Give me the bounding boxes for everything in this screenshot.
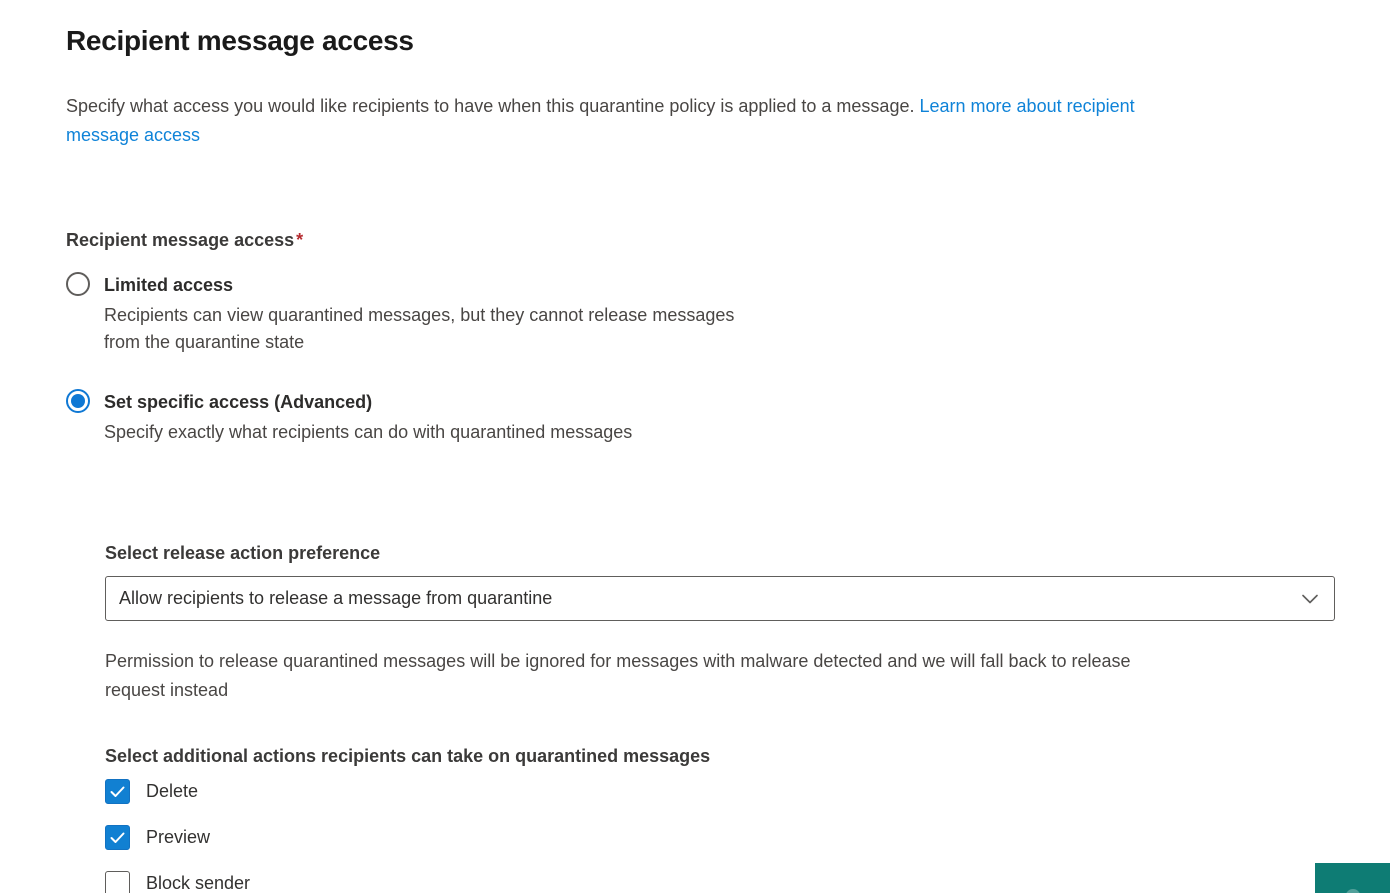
checkbox-unchecked-icon[interactable]	[105, 871, 130, 893]
check-icon	[110, 786, 125, 798]
radio-option-description: Recipients can view quarantined messages, but they cannot release messages from the quarantine state	[104, 305, 735, 352]
radio-unselected-icon[interactable]	[66, 272, 90, 296]
radio-option-limited-access[interactable]	[66, 272, 1335, 356]
field-label-text: Recipient message access	[66, 230, 295, 250]
intro-paragraph	[66, 92, 1335, 150]
chevron-down-icon	[1302, 594, 1318, 604]
radio-option-description: Specify exactly what recipients can do with quarantined messages	[104, 422, 633, 442]
radio-option-content	[104, 389, 632, 446]
checkbox-row-preview[interactable]	[105, 825, 1335, 850]
radio-selected-icon[interactable]	[66, 389, 90, 413]
checkbox-checked-icon[interactable]	[105, 779, 130, 804]
page-title: Recipient message access	[66, 25, 414, 56]
radio-option-set-specific-access[interactable]	[66, 389, 1335, 446]
checkbox-label[interactable]: Delete	[146, 781, 199, 801]
additional-actions-label: Select additional actions recipients can take on quarantined messages	[105, 746, 711, 766]
radio-option-label[interactable]: Limited access	[104, 275, 234, 295]
advanced-access-section	[105, 543, 1335, 893]
feedback-button[interactable]	[1315, 863, 1390, 893]
checkbox-label[interactable]: Preview	[146, 827, 211, 847]
learn-more-link[interactable]: Learn more about recipient message access	[66, 96, 1135, 145]
checkbox-row-block-sender[interactable]	[105, 871, 1335, 893]
checkbox-label[interactable]: Block sender	[146, 873, 251, 893]
release-action-selected-value: Allow recipients to release a message from quarantine	[119, 588, 553, 608]
release-action-label: Select release action preference	[105, 543, 381, 563]
field-label-recipient-message-access	[66, 230, 1335, 251]
smiley-icon	[1345, 889, 1360, 893]
release-permission-note: Permission to release quarantined messages will be ignored for messages with malware detected and we will fall back to release request instead	[105, 651, 1131, 700]
intro-text: Specify what access you would like recipients to have when this quarantine policy is applied to a message.	[66, 96, 915, 116]
release-action-dropdown[interactable]	[105, 576, 1335, 621]
checkbox-row-delete[interactable]	[105, 779, 1335, 804]
checkbox-checked-icon[interactable]	[105, 825, 130, 850]
radio-option-content	[104, 272, 734, 356]
required-asterisk: *	[296, 230, 304, 250]
radio-option-label[interactable]: Set specific access (Advanced)	[104, 392, 373, 412]
check-icon	[110, 832, 125, 844]
